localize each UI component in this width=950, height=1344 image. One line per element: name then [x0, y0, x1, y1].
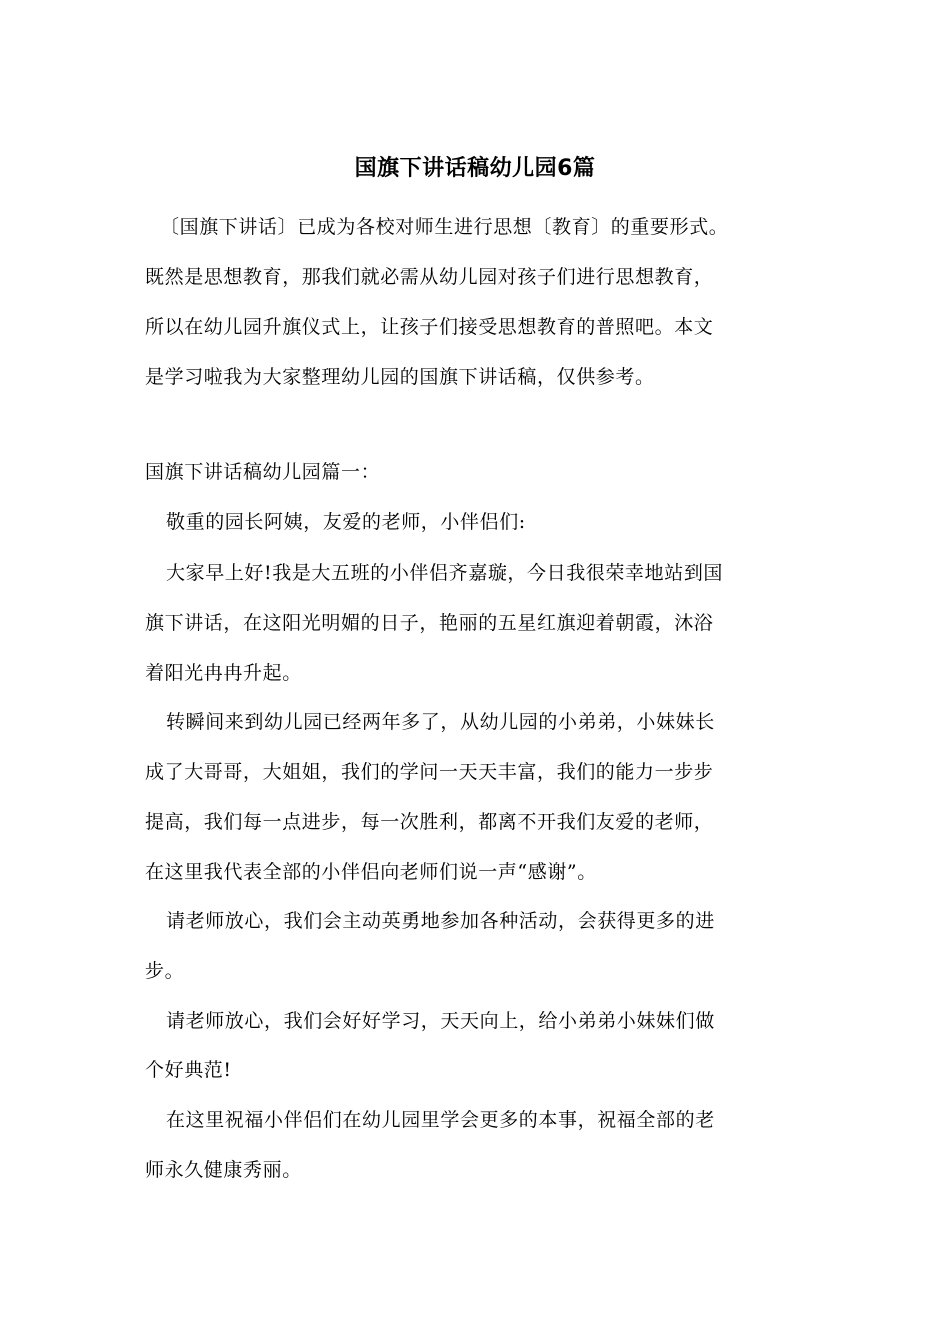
paragraph-line: 成了大哥哥，大姐姐，我们的学问一天天丰富，我们的能力一步步 — [145, 761, 714, 783]
paragraph-line: 请老师放心，我们会好好学习，天天向上，给小弟弟小妹妹们做 — [166, 1010, 715, 1032]
section-heading: 国旗下讲话稿幼儿园篇一： — [145, 461, 381, 483]
paragraph-line: 请老师放心，我们会主动英勇地参加各种活动，会获得更多的进 — [166, 910, 715, 932]
paragraph-line: 提高，我们每一点进步，每一次胜利，都离不开我们友爱的老师， — [145, 811, 714, 833]
greeting-line: 敬重的园长阿姨，友爱的老师，小伴侣们: — [166, 511, 526, 533]
paragraph-line: 步。 — [145, 960, 185, 982]
intro-line: 〔国旗下讲话〕已成为各校对师生进行思想〔教育〕的重要形式。 — [160, 216, 729, 238]
intro-line: 所以在幼儿园升旗仪式上，让孩子们接受思想教育的普照吧。本文 — [145, 316, 714, 338]
paragraph-line: 着阳光冉冉升起。 — [145, 662, 302, 684]
paragraph-line: 转瞬间来到幼儿园已经两年多了，从幼儿园的小弟弟，小妹妹长 — [166, 711, 715, 733]
paragraph-line: 大家早上好!我是大五班的小伴侣齐嘉璇，今日我很荣幸地站到国 — [166, 562, 724, 584]
paragraph-line: 在这里我代表全部的小伴侣向老师们说一声“感谢”。 — [145, 861, 597, 883]
paragraph-line: 在这里祝福小伴侣们在幼儿园里学会更多的本事，祝福全部的老 — [166, 1109, 715, 1131]
intro-line: 既然是思想教育，那我们就必需从幼儿园对孩子们进行思想教育， — [145, 266, 714, 288]
paragraph-line: 个好典范! — [145, 1059, 232, 1081]
document-title: 国旗下讲话稿幼儿园6篇 — [354, 156, 596, 181]
intro-line: 是学习啦我为大家整理幼儿园的国旗下讲话稿，仅供参考。 — [145, 366, 655, 388]
paragraph-line: 旗下讲话，在这阳光明媚的日子，艳丽的五星红旗迎着朝霞，沐浴 — [145, 612, 714, 634]
paragraph-line: 师永久健康秀丽。 — [145, 1159, 302, 1181]
